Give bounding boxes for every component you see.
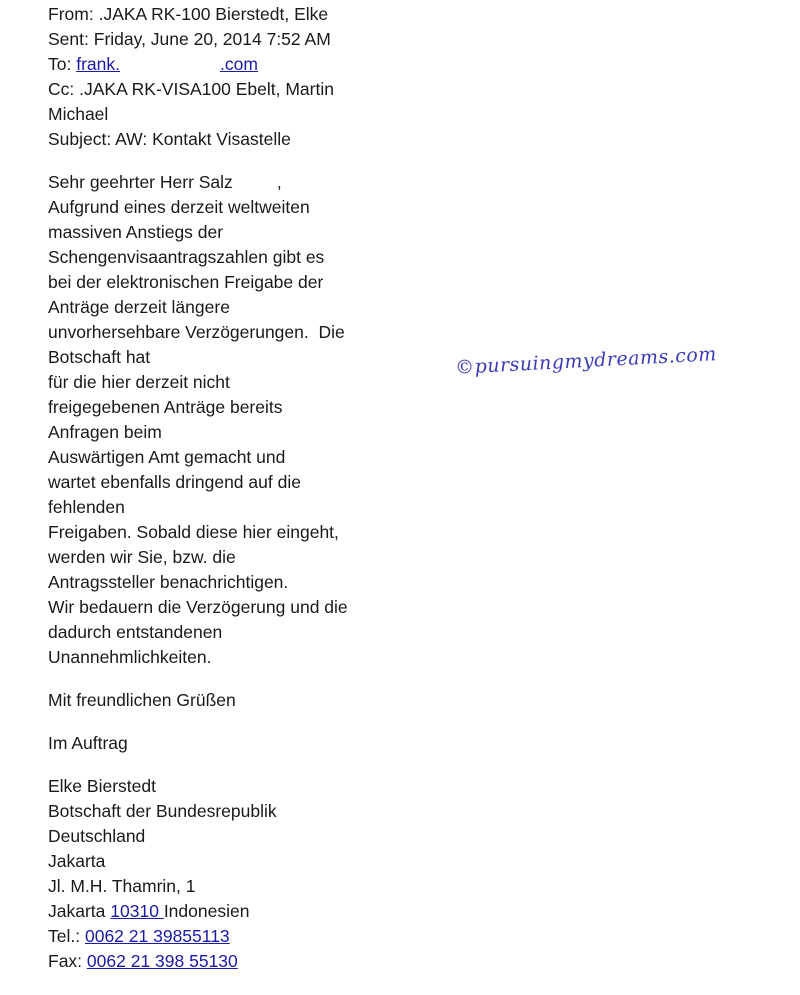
subject-label: Subject: (48, 129, 112, 149)
to-line (48, 52, 368, 77)
body-line: fehlenden (48, 497, 125, 517)
body-line: freigegebenen Anträge bereits (48, 397, 283, 417)
tel-link[interactable]: 0062 21 39855113 (84, 926, 230, 946)
redacted-block (120, 56, 220, 74)
body-line: Anfragen beim (48, 422, 162, 442)
postal-code: 10310 (110, 901, 159, 921)
redacted-block (233, 174, 277, 192)
signature-city: Jakarta (48, 851, 106, 871)
body-line: Anträge derzeit längere (48, 297, 230, 317)
signature-name: Elke Bierstedt (48, 776, 156, 796)
from-line (48, 2, 368, 27)
subject-value: AW: Kontakt Visastelle (115, 129, 291, 149)
body-line: massiven Anstiegs der (48, 222, 224, 242)
body-line: Schengenvisaantragszahlen gibt es (48, 247, 325, 267)
body-line: Freigaben. Sobald diese hier eingeht, (48, 522, 339, 542)
sent-value: Friday, June 20, 2014 7:52 AM (93, 29, 331, 49)
subject-line (48, 127, 368, 152)
cc-value: .JAKA RK-VISA100 Ebelt, Martin (79, 79, 334, 99)
body-line: unvorhersehbare Verzögerungen. Die (48, 322, 345, 342)
to-label: To: (48, 54, 72, 74)
fax-label: Fax: (48, 951, 83, 971)
body-line: wartet ebenfalls dringend auf die (48, 472, 301, 492)
postal-code-link[interactable] (110, 901, 164, 921)
greeting-line (48, 170, 368, 195)
body-line: Aufgrund eines derzeit weltweiten (48, 197, 310, 217)
greeting-suffix: , (276, 172, 282, 192)
signature-org-2: Deutschland (48, 826, 146, 846)
signature-org-1: Botschaft der Bundesrepublik (48, 801, 277, 821)
tel-label: Tel.: (48, 926, 81, 946)
body-line: Unannehmlichkeiten. (48, 647, 212, 667)
closing-line: Mit freundlichen Grüßen (48, 690, 236, 710)
greeting-prefix: Sehr geehrter Herr Salz (48, 172, 233, 192)
body-line: für die hier derzeit nicht (48, 372, 230, 392)
body-line: Botschaft hat (48, 347, 151, 367)
country: Indonesien (163, 901, 250, 921)
body-line: Auswärtigen Amt gemacht und (48, 447, 286, 467)
from-label: From: (48, 4, 94, 24)
signature-postal-line (48, 899, 368, 924)
to-email-link[interactable] (76, 54, 258, 74)
sent-label: Sent: (48, 29, 89, 49)
fax-line (48, 949, 368, 974)
to-email-part2: .com (220, 54, 258, 74)
cc-label: Cc: (48, 79, 75, 99)
body-line: dadurch entstandenen (48, 622, 223, 642)
cc-line (48, 77, 368, 102)
email-document (48, 2, 368, 974)
body-line: Wir bedauern die Verzögerung und die (48, 597, 348, 617)
spacer (48, 756, 368, 774)
spacer (48, 713, 368, 731)
to-email-part1: frank. (76, 54, 121, 74)
body-line: werden wir Sie, bzw. die (48, 547, 236, 567)
spacer (48, 152, 368, 170)
watermark-text: ©pursuingmydreams.com (454, 343, 718, 379)
body-paragraph (48, 195, 368, 670)
cc-line-2: Michael (48, 104, 109, 124)
spacer (48, 670, 368, 688)
im-auftrag-line: Im Auftrag (48, 733, 128, 753)
from-value: .JAKA RK-100 Bierstedt, Elke (98, 4, 329, 24)
postal-city: Jakarta (48, 901, 106, 921)
sent-line (48, 27, 368, 52)
tel-line (48, 924, 368, 949)
signature-street: Jl. M.H. Thamrin, 1 (48, 876, 196, 896)
body-line: Antragssteller benachrichtigen. (48, 572, 289, 592)
body-line: bei der elektronischen Freigabe der (48, 272, 324, 292)
signature-block (48, 774, 368, 974)
fax-link[interactable]: 0062 21 398 55130 (86, 951, 238, 971)
